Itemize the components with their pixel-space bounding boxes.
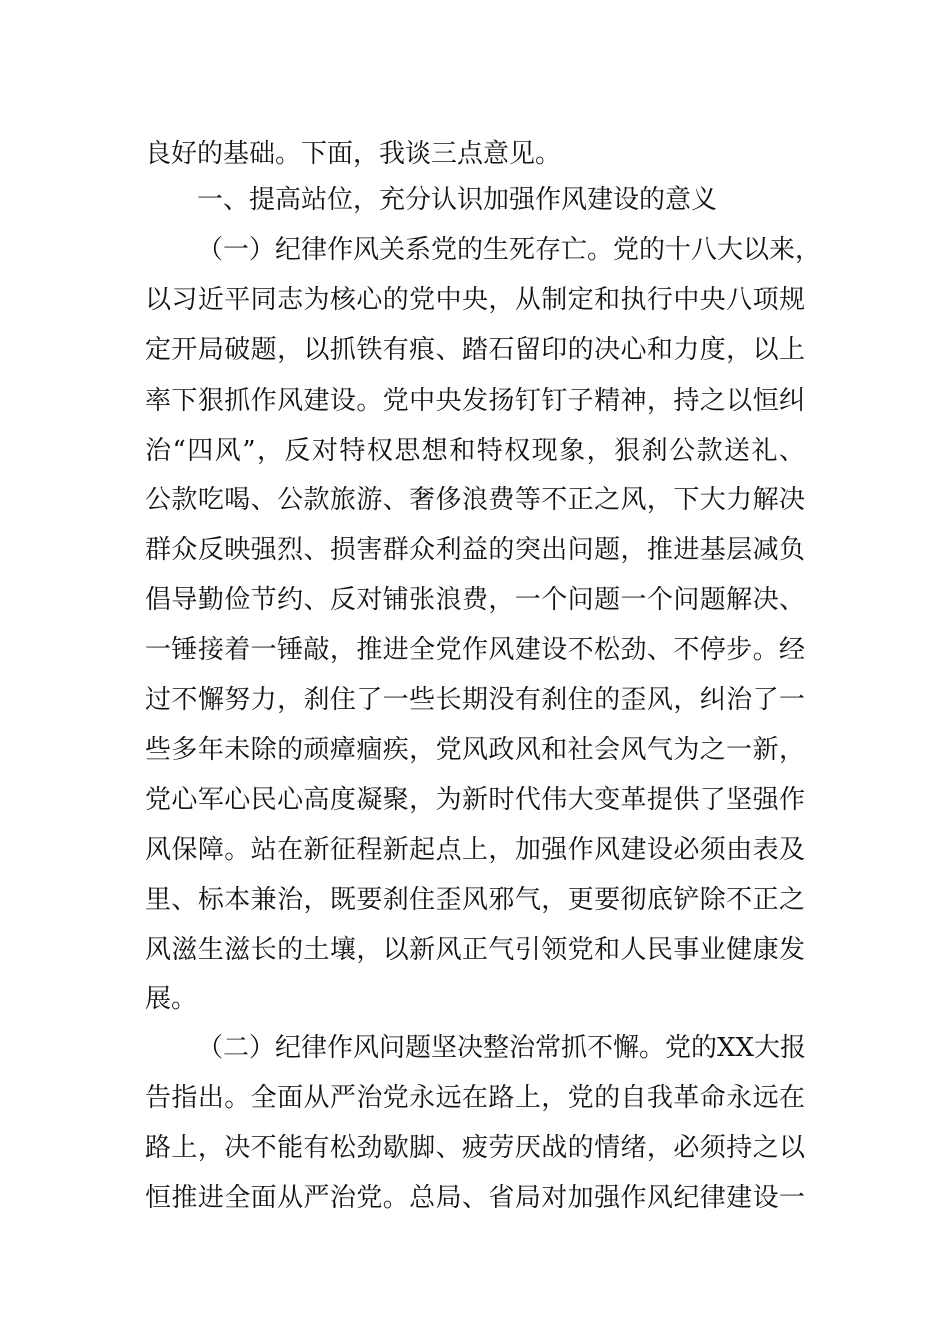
subsection-heading: （二）纪律作风问题坚决整治常抓不懈。党的XX大报 [197, 1033, 807, 1063]
paragraph-line: 一锤接着一锤敲，推进全党作风建设不松劲、不停步。经 [145, 635, 805, 665]
paragraph-line: 风滋生滋长的土壤，以新风正气引领党和人民事业健康发 [145, 935, 805, 965]
section-heading: 一、提高站位，充分认识加强作风建设的意义 [197, 185, 718, 215]
paragraph-line: 群众反映强烈、损害群众利益的突出问题，推进基层减负 [145, 535, 805, 565]
paragraph-line: 路上，决不能有松劲歇脚、疲劳厌战的情绪，必须持之以 [145, 1133, 805, 1163]
subsection-heading: （一）纪律作风关系党的生死存亡。党的十八大以来， [197, 235, 822, 265]
paragraph-line: 率下狠抓作风建设。党中央发扬钉钉子精神，持之以恒纠 [145, 386, 805, 416]
paragraph-line: 恒推进全面从严治党。总局、省局对加强作风纪律建设一 [145, 1183, 805, 1213]
paragraph-line: 良好的基础。下面，我谈三点意见。 [145, 139, 562, 169]
paragraph-line: 风保障。站在新征程新起点上，加强作风建设必须由表及 [145, 835, 805, 865]
paragraph-line: 告指出。全面从严治党永远在路上，党的自我革命永远在 [145, 1083, 805, 1113]
paragraph-line: 以习近平同志为核心的党中央，从制定和执行中央八项规 [145, 285, 805, 315]
paragraph-line: 党心军心民心高度凝聚，为新时代伟大变革提供了坚强作 [145, 785, 805, 815]
paragraph-line: 过不懈努力，刹住了一些长期没有刹住的歪风，纠治了一 [145, 685, 805, 715]
paragraph-line: 倡导勤俭节约、反对铺张浪费，一个问题一个问题解决、 [145, 585, 805, 615]
paragraph-line: 治“四风”，反对特权思想和特权现象，狠刹公款送礼、 [145, 436, 805, 466]
paragraph-line: 定开局破题，以抓铁有痕、踏石留印的决心和力度，以上 [145, 335, 805, 365]
paragraph-line: 公款吃喝、公款旅游、奢侈浪费等不正之风，下大力解决 [145, 485, 805, 515]
paragraph-line: 里、标本兼治，既要刹住歪风邪气，更要彻底铲除不正之 [145, 885, 805, 915]
paragraph-line: 展。 [145, 984, 198, 1014]
paragraph-line: 些多年未除的顽瘴痼疾，党风政风和社会风气为之一新， [145, 735, 805, 765]
